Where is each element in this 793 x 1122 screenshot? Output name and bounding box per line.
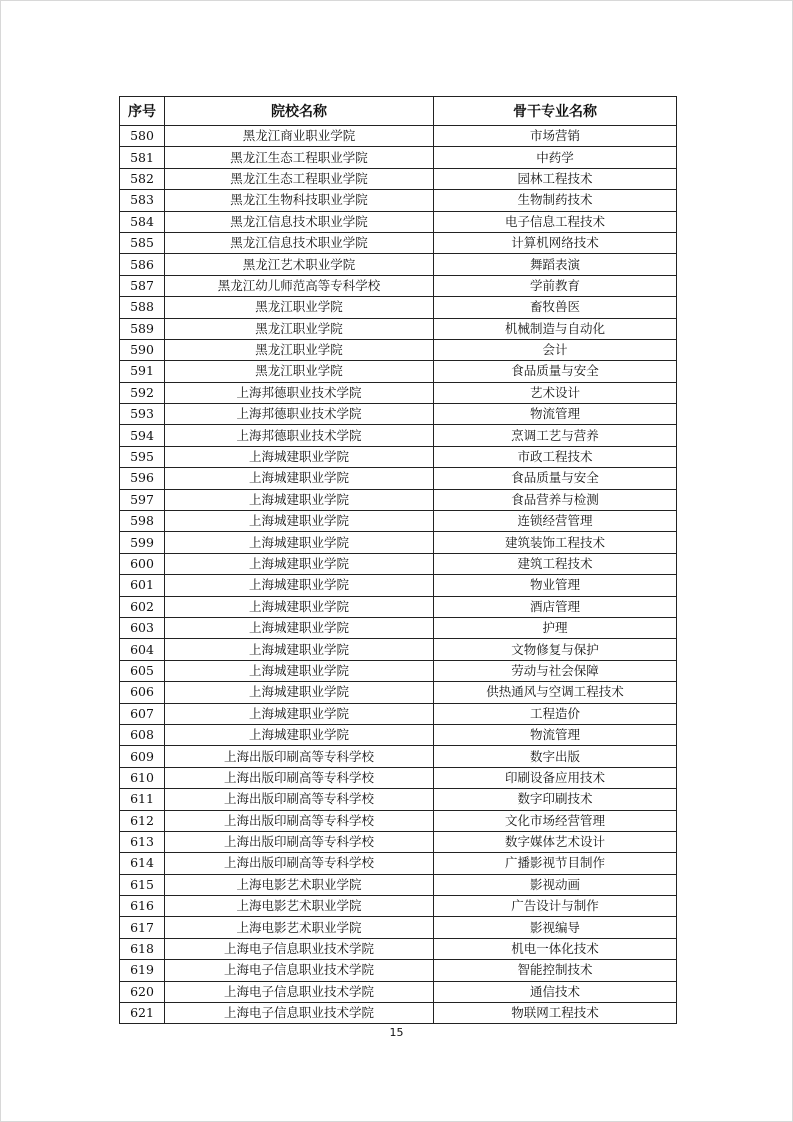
table-row [120,660,677,681]
cell-serial-number: 599 [120,532,165,553]
cell-school-name: 上海城建职业学院 [165,617,434,638]
header-school-name: 院校名称 [165,97,434,126]
header-serial-number: 序号 [120,97,165,126]
cell-major-name: 学前教育 [434,275,677,296]
cell-major-name: 食品质量与安全 [434,361,677,382]
cell-major-name: 护理 [434,617,677,638]
cell-major-name: 文化市场经营管理 [434,810,677,831]
table-row [120,532,677,553]
cell-school-name: 上海城建职业学院 [165,446,434,467]
cell-serial-number: 588 [120,297,165,318]
cell-major-name: 市场营销 [434,126,677,147]
cell-school-name: 上海出版印刷高等专科学校 [165,853,434,874]
cell-major-name: 物业管理 [434,575,677,596]
cell-major-name: 文物修复与保护 [434,639,677,660]
table-row [120,767,677,788]
cell-serial-number: 598 [120,511,165,532]
cell-school-name: 黑龙江职业学院 [165,318,434,339]
cell-school-name: 黑龙江生态工程职业学院 [165,168,434,189]
table-body [120,126,677,1024]
cell-serial-number: 580 [120,126,165,147]
cell-major-name: 舞蹈表演 [434,254,677,275]
cell-major-name: 食品营养与检测 [434,489,677,510]
cell-school-name: 上海城建职业学院 [165,575,434,596]
table-row [120,853,677,874]
table-row [120,831,677,852]
cell-school-name: 上海城建职业学院 [165,468,434,489]
cell-serial-number: 615 [120,874,165,895]
table-row [120,232,677,253]
cell-major-name: 数字媒体艺术设计 [434,831,677,852]
cell-serial-number: 621 [120,1003,165,1024]
table-row [120,553,677,574]
table-row [120,874,677,895]
cell-school-name: 上海电子信息职业技术学院 [165,938,434,959]
cell-serial-number: 601 [120,575,165,596]
cell-school-name: 上海城建职业学院 [165,553,434,574]
cell-school-name: 上海邦德职业技术学院 [165,382,434,403]
cell-school-name: 黑龙江职业学院 [165,339,434,360]
cell-serial-number: 613 [120,831,165,852]
cell-school-name: 上海出版印刷高等专科学校 [165,831,434,852]
cell-school-name: 上海城建职业学院 [165,660,434,681]
cell-major-name: 机械制造与自动化 [434,318,677,339]
cell-serial-number: 603 [120,617,165,638]
cell-major-name: 建筑装饰工程技术 [434,532,677,553]
cell-major-name: 劳动与社会保障 [434,660,677,681]
table-row [120,297,677,318]
cell-serial-number: 594 [120,425,165,446]
table-row [120,168,677,189]
cell-serial-number: 611 [120,789,165,810]
cell-serial-number: 610 [120,767,165,788]
cell-serial-number: 616 [120,896,165,917]
cell-school-name: 上海出版印刷高等专科学校 [165,789,434,810]
cell-serial-number: 592 [120,382,165,403]
table-row [120,190,677,211]
cell-school-name: 上海出版印刷高等专科学校 [165,810,434,831]
major-list-table [119,96,677,1024]
cell-serial-number: 581 [120,147,165,168]
cell-major-name: 酒店管理 [434,596,677,617]
cell-school-name: 黑龙江信息技术职业学院 [165,232,434,253]
table-row [120,810,677,831]
table-row [120,446,677,467]
page-number: 15 [389,1026,404,1039]
cell-school-name: 上海出版印刷高等专科学校 [165,746,434,767]
cell-school-name: 上海出版印刷高等专科学校 [165,767,434,788]
cell-major-name: 影视编导 [434,917,677,938]
cell-major-name: 印刷设备应用技术 [434,767,677,788]
cell-serial-number: 597 [120,489,165,510]
cell-serial-number: 586 [120,254,165,275]
cell-serial-number: 595 [120,446,165,467]
cell-major-name: 园林工程技术 [434,168,677,189]
table-row [120,511,677,532]
cell-school-name: 上海电影艺术职业学院 [165,874,434,895]
cell-serial-number: 607 [120,703,165,724]
cell-major-name: 物联网工程技术 [434,1003,677,1024]
cell-school-name: 黑龙江艺术职业学院 [165,254,434,275]
table-row [120,489,677,510]
cell-serial-number: 620 [120,981,165,1002]
cell-serial-number: 609 [120,746,165,767]
cell-school-name: 上海城建职业学院 [165,703,434,724]
table-row [120,1003,677,1024]
cell-serial-number: 582 [120,168,165,189]
table-row [120,896,677,917]
cell-major-name: 中药学 [434,147,677,168]
cell-serial-number: 587 [120,275,165,296]
cell-major-name: 会计 [434,339,677,360]
cell-school-name: 上海城建职业学院 [165,596,434,617]
table-row [120,981,677,1002]
cell-serial-number: 614 [120,853,165,874]
cell-major-name: 电子信息工程技术 [434,211,677,232]
cell-school-name: 上海邦德职业技术学院 [165,404,434,425]
cell-major-name: 计算机网络技术 [434,232,677,253]
cell-serial-number: 617 [120,917,165,938]
cell-serial-number: 605 [120,660,165,681]
cell-school-name: 黑龙江信息技术职业学院 [165,211,434,232]
table-row [120,468,677,489]
cell-serial-number: 585 [120,232,165,253]
cell-school-name: 黑龙江幼儿师范高等专科学校 [165,275,434,296]
cell-school-name: 上海城建职业学院 [165,489,434,510]
cell-school-name: 上海电影艺术职业学院 [165,917,434,938]
table-row [120,425,677,446]
cell-school-name: 上海邦德职业技术学院 [165,425,434,446]
cell-major-name: 数字印刷技术 [434,789,677,810]
table-row [120,275,677,296]
table-row [120,703,677,724]
cell-major-name: 智能控制技术 [434,960,677,981]
cell-major-name: 市政工程技术 [434,446,677,467]
cell-serial-number: 596 [120,468,165,489]
cell-school-name: 黑龙江商业职业学院 [165,126,434,147]
cell-school-name: 上海城建职业学院 [165,511,434,532]
cell-major-name: 生物制药技术 [434,190,677,211]
cell-major-name: 烹调工艺与营养 [434,425,677,446]
cell-serial-number: 612 [120,810,165,831]
cell-serial-number: 590 [120,339,165,360]
cell-school-name: 上海电子信息职业技术学院 [165,960,434,981]
cell-serial-number: 604 [120,639,165,660]
cell-serial-number: 600 [120,553,165,574]
table-row [120,254,677,275]
cell-major-name: 广告设计与制作 [434,896,677,917]
table-row [120,404,677,425]
cell-major-name: 数字出版 [434,746,677,767]
cell-serial-number: 584 [120,211,165,232]
cell-major-name: 物流管理 [434,404,677,425]
table-row [120,960,677,981]
cell-school-name: 上海电子信息职业技术学院 [165,1003,434,1024]
table-row [120,917,677,938]
table-header-row [120,97,677,126]
cell-school-name: 黑龙江职业学院 [165,297,434,318]
table-row [120,318,677,339]
cell-serial-number: 619 [120,960,165,981]
cell-major-name: 畜牧兽医 [434,297,677,318]
cell-major-name: 广播影视节目制作 [434,853,677,874]
table-row [120,361,677,382]
cell-serial-number: 593 [120,404,165,425]
cell-major-name: 物流管理 [434,724,677,745]
cell-major-name: 艺术设计 [434,382,677,403]
table-row [120,617,677,638]
table-row [120,724,677,745]
table-row [120,746,677,767]
cell-school-name: 上海城建职业学院 [165,532,434,553]
table-row [120,126,677,147]
table-row [120,639,677,660]
cell-major-name: 机电一体化技术 [434,938,677,959]
cell-serial-number: 583 [120,190,165,211]
table-row [120,211,677,232]
table-row [120,575,677,596]
cell-major-name: 影视动画 [434,874,677,895]
cell-major-name: 建筑工程技术 [434,553,677,574]
cell-school-name: 上海城建职业学院 [165,639,434,660]
cell-school-name: 上海城建职业学院 [165,724,434,745]
cell-serial-number: 591 [120,361,165,382]
cell-school-name: 黑龙江职业学院 [165,361,434,382]
cell-serial-number: 602 [120,596,165,617]
cell-serial-number: 618 [120,938,165,959]
cell-school-name: 上海电子信息职业技术学院 [165,981,434,1002]
cell-school-name: 黑龙江生物科技职业学院 [165,190,434,211]
table-row [120,339,677,360]
cell-major-name: 通信技术 [434,981,677,1002]
table-row [120,382,677,403]
table-row [120,596,677,617]
cell-major-name: 食品质量与安全 [434,468,677,489]
cell-school-name: 黑龙江生态工程职业学院 [165,147,434,168]
table-row [120,682,677,703]
table-row [120,147,677,168]
cell-serial-number: 589 [120,318,165,339]
cell-serial-number: 608 [120,724,165,745]
table-row [120,789,677,810]
cell-school-name: 上海电影艺术职业学院 [165,896,434,917]
cell-school-name: 上海城建职业学院 [165,682,434,703]
header-major-name: 骨干专业名称 [434,97,677,126]
cell-major-name: 供热通风与空调工程技术 [434,682,677,703]
table-row [120,938,677,959]
cell-major-name: 连锁经营管理 [434,511,677,532]
cell-major-name: 工程造价 [434,703,677,724]
cell-serial-number: 606 [120,682,165,703]
